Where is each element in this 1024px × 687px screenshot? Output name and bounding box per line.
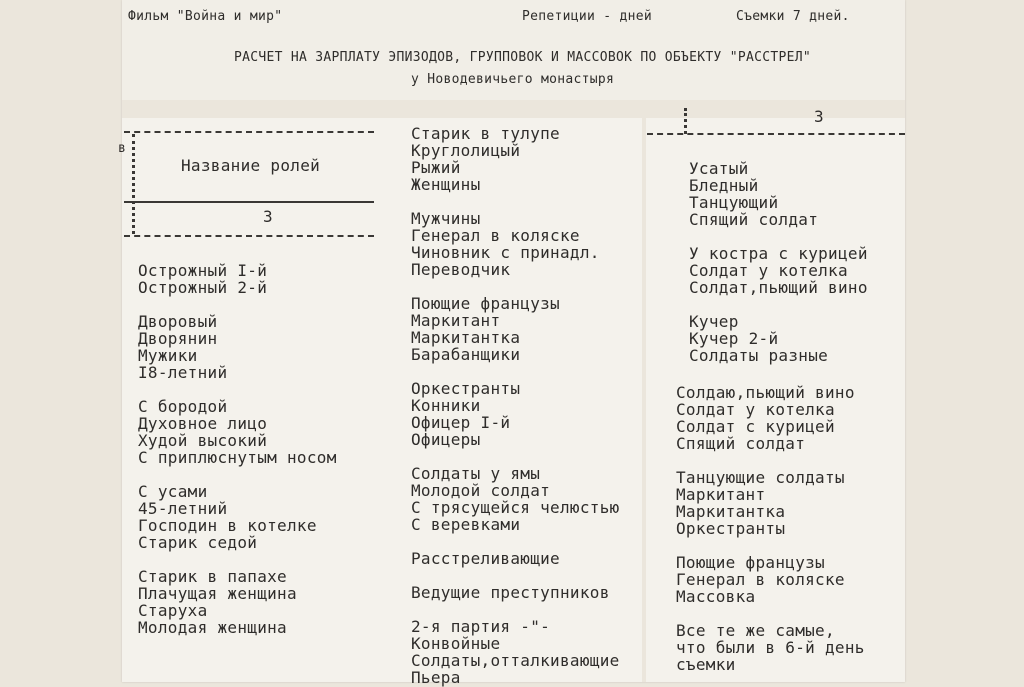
role-entry: I8-летний xyxy=(138,363,228,382)
table-header-rule xyxy=(124,201,374,203)
role-entry: Солдат с курицей xyxy=(676,417,835,436)
blank-line xyxy=(138,296,337,313)
role-entry: съемки xyxy=(676,655,736,674)
right-top-dashed-line xyxy=(647,133,905,135)
role-entry: Женщины xyxy=(411,175,481,194)
role-entry: Солдаты разные xyxy=(689,346,829,365)
role-entry: Чиновник с принадл. xyxy=(411,243,600,262)
role-entry: Поющие французы xyxy=(676,553,825,572)
role-entry: Оркестранты xyxy=(676,519,786,538)
table-top-dashed-line xyxy=(124,131,374,133)
role-entry: У костра с курицей xyxy=(689,244,868,263)
role-entry: Генерал в коляске xyxy=(676,570,845,589)
role-entry: Круглолицый xyxy=(411,141,521,160)
role-entry: Маркитант xyxy=(676,485,766,504)
roles-column-right-upper xyxy=(689,160,868,364)
role-entry: Офицер I-й xyxy=(411,413,511,432)
role-entry: Бледный xyxy=(689,176,759,195)
document-title: РАСЧЕТ НА ЗАРПЛАТУ ЭПИЗОДОВ, ГРУППОВОК И МАССОВОК ПО ОБЪЕКТУ "РАССТРЕЛ" xyxy=(234,50,811,65)
blank-line xyxy=(689,228,868,245)
role-entry: Старик в папахе xyxy=(138,567,287,586)
blank-line xyxy=(138,381,337,398)
role-entry: Маркитантка xyxy=(411,328,521,347)
role-entry: Господин в котелке xyxy=(138,516,317,535)
role-entry: Острожный I-й xyxy=(138,261,268,280)
blank-line xyxy=(411,278,620,295)
role-entry: Кучер 2-й xyxy=(689,329,779,348)
role-entry: Танцующие солдаты xyxy=(676,468,845,487)
role-entry: Маркитантка xyxy=(676,502,786,521)
role-entry: Солдат у котелка xyxy=(689,261,848,280)
role-entry: Плачущая женщина xyxy=(138,584,297,603)
role-entry: Старик в тулупе xyxy=(411,124,560,143)
role-entry: Ведущие преступников xyxy=(411,583,610,602)
role-entry: Переводчик xyxy=(411,260,511,279)
rehearsals-days: Репетиции - дней xyxy=(522,9,653,24)
role-entry: Массовка xyxy=(676,587,756,606)
role-entry: Расстреливающие xyxy=(411,549,560,568)
blank-line xyxy=(411,567,620,584)
role-entry: Солдат у котелка xyxy=(676,400,835,419)
blank-line xyxy=(676,537,865,554)
column-number-left: 3 xyxy=(263,207,273,226)
role-entry: Дворовый xyxy=(138,312,218,331)
role-entry: Солдат,пьющий вино xyxy=(689,278,868,297)
table-marker: в xyxy=(118,141,127,156)
role-entry: Кучер xyxy=(689,312,739,331)
blank-line xyxy=(411,448,620,465)
blank-line xyxy=(676,605,865,622)
role-entry: Конвойные xyxy=(411,634,501,653)
role-entry: Дворянин xyxy=(138,329,218,348)
role-entry: Пьера xyxy=(411,668,461,687)
role-entry: Молодая женщина xyxy=(138,618,287,637)
role-entry: Усатый xyxy=(689,159,749,178)
roles-heading: Название ролей xyxy=(181,156,321,175)
role-entry: Худой высокий xyxy=(138,431,268,450)
role-entry: Солдаты у ямы xyxy=(411,464,541,483)
role-entry: Острожный 2-й xyxy=(138,278,268,297)
role-entry: Оркестранты xyxy=(411,379,521,398)
document-page xyxy=(118,0,905,687)
role-entry: Молодой солдат xyxy=(411,481,551,500)
roles-column-left xyxy=(138,262,337,636)
role-entry: С усами xyxy=(138,482,208,501)
blank-line xyxy=(411,601,620,618)
role-entry: Конники xyxy=(411,396,481,415)
blank-line xyxy=(411,363,620,380)
blank-line xyxy=(411,193,620,210)
blank-line xyxy=(138,551,337,568)
blank-line xyxy=(138,466,337,483)
role-entry: Спящий солдат xyxy=(689,210,819,229)
blank-line xyxy=(411,533,620,550)
role-entry: Спящий солдат xyxy=(676,434,806,453)
blank-line xyxy=(689,296,868,313)
role-entry: Все те же самые, xyxy=(676,621,835,640)
blank-line xyxy=(676,452,865,469)
role-entry: Солдаю,пьющий вино xyxy=(676,383,855,402)
role-entry: Рыжий xyxy=(411,158,461,177)
role-entry: Мужики xyxy=(138,346,198,365)
role-entry: Мужчины xyxy=(411,209,481,228)
roles-column-middle xyxy=(411,125,620,686)
roles-column-right-lower xyxy=(676,384,865,673)
shooting-days: Съемки 7 дней. xyxy=(736,9,850,24)
role-entry: Маркитант xyxy=(411,311,501,330)
role-entry: что были в 6-й день xyxy=(676,638,865,657)
right-dotted-line xyxy=(684,108,687,134)
film-name: Фильм "Война и мир" xyxy=(128,9,283,24)
column-number-right: 3 xyxy=(814,107,824,126)
table-bottom-dashed-line xyxy=(124,235,374,237)
role-entry: С трясущейся челюстью xyxy=(411,498,620,517)
role-entry: Старик седой xyxy=(138,533,258,552)
role-entry: 2-я партия -"- xyxy=(411,617,551,636)
role-entry: Старуха xyxy=(138,601,208,620)
role-entry: 45-летний xyxy=(138,499,228,518)
role-entry: Поющие французы xyxy=(411,294,560,313)
role-entry: Духовное лицо xyxy=(138,414,268,433)
role-entry: С приплюснутым носом xyxy=(138,448,337,467)
role-entry: Танцующий xyxy=(689,193,779,212)
role-entry: Генерал в коляске xyxy=(411,226,580,245)
column-separator xyxy=(642,118,646,682)
document-subtitle: у Новодевичьего монастыря xyxy=(411,72,615,87)
role-entry: Офицеры xyxy=(411,430,481,449)
role-entry: Солдаты,отталкивающие xyxy=(411,651,620,670)
role-entry: С веревками xyxy=(411,515,521,534)
page-gap xyxy=(122,100,905,118)
role-entry: Барабанщики xyxy=(411,345,521,364)
role-entry: С бородой xyxy=(138,397,228,416)
table-left-dotted-line xyxy=(132,134,135,234)
